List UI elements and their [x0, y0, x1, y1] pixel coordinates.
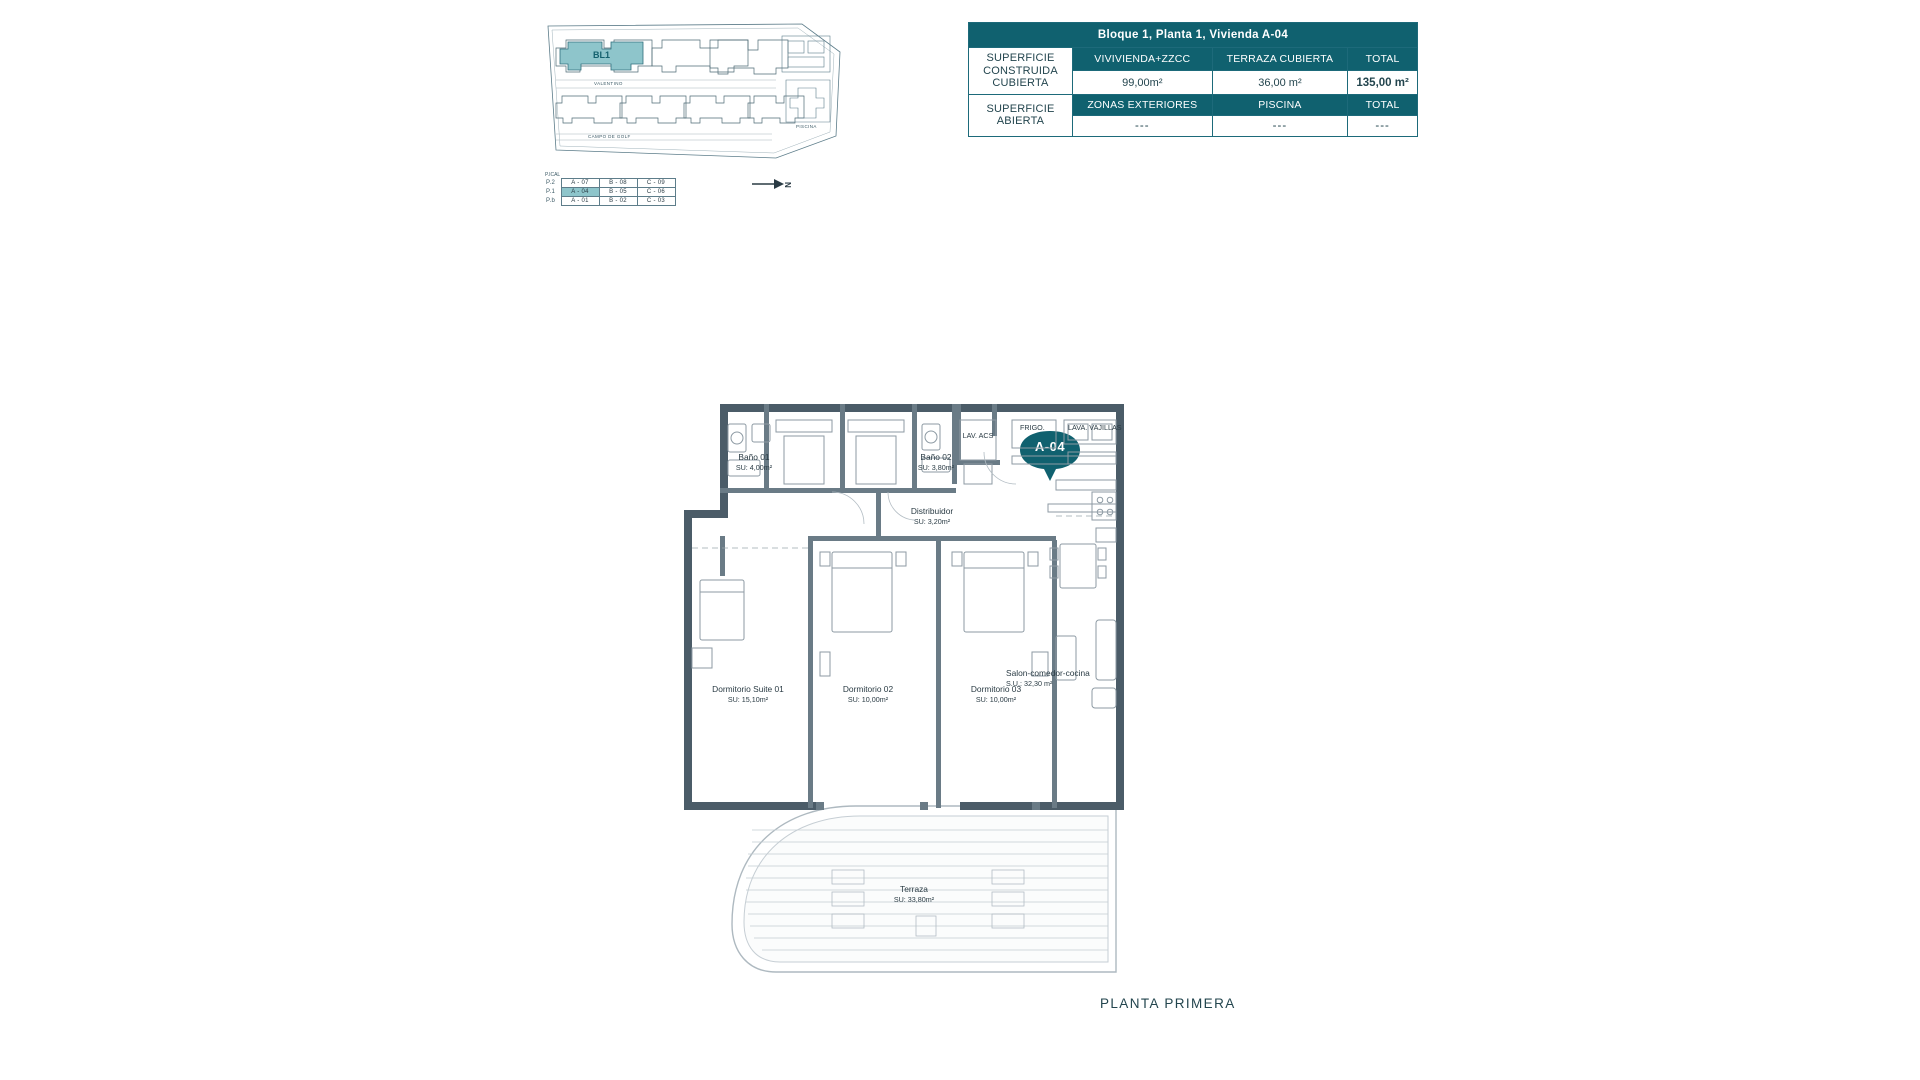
room-area-bed-01: SU: 15,10m² — [727, 695, 769, 704]
unit-cell[interactable]: B - 08 — [599, 179, 637, 188]
site-block-label: BL1 — [593, 50, 611, 60]
value-pool: --- — [1212, 115, 1348, 136]
room-label-bath-02: Baño 02 — [920, 452, 952, 462]
room-area-living: S.U.: 32,30 m² — [1006, 679, 1053, 688]
unit-cell[interactable]: B - 05 — [599, 188, 637, 197]
col-header-total: TOTAL — [1348, 48, 1418, 71]
unit-cell-selected[interactable]: A - 04 — [561, 188, 599, 197]
room-area-bath-01: SU: 4,00m² — [735, 463, 773, 472]
row-header-open: SUPERFICIE ABIERTA — [969, 94, 1073, 136]
unit-matrix-table — [545, 178, 676, 206]
table-row — [545, 197, 675, 206]
room-label-bath-01: Baño 01 — [738, 452, 770, 462]
unit-marker-label: A-04 — [1034, 439, 1066, 454]
room-label-bed-03: Dormitorio 03 — [970, 684, 1022, 694]
terrace-area — [732, 806, 1116, 972]
floor-plan-svg — [640, 420, 1280, 980]
room-label-hall: Distribuidor — [910, 506, 954, 516]
bathroom-02 — [918, 424, 955, 472]
floor-label: P.1 — [546, 189, 556, 195]
room-area-terrace: SU: 33,80m² — [893, 895, 935, 904]
col-header-dwelling: VIVIVIENDA+ZZCC — [1073, 48, 1213, 71]
value-dwelling: 99,00m² — [1073, 71, 1213, 94]
table-row — [969, 94, 1418, 115]
living-dining-kitchen — [1006, 420, 1122, 708]
table-row — [969, 48, 1418, 71]
area-summary-table — [968, 22, 1418, 137]
unit-cell[interactable]: A - 01 — [561, 197, 599, 206]
unit-matrix — [545, 172, 676, 206]
col-header-pool: PISCINA — [1212, 94, 1348, 115]
north-label: N — [783, 182, 792, 188]
value-total-constructed: 135,00 m² — [1348, 71, 1418, 94]
area-table-title: Bloque 1, Planta 1, Vivienda A-04 — [969, 23, 1418, 48]
floor-label: P.2 — [546, 180, 556, 186]
appliance-label-lav: LAV. ACS — [962, 431, 994, 440]
unit-cell[interactable]: A - 07 — [561, 179, 599, 188]
row-header-constructed: SUPERFICIE CONSTRUIDA CUBIERTA — [969, 48, 1073, 95]
room-area-hall: SU: 3,20m² — [913, 517, 951, 526]
unit-cell[interactable]: C - 09 — [637, 179, 675, 188]
room-area-bed-02: SU: 10,00m² — [847, 695, 889, 704]
utility-closet — [960, 420, 996, 484]
north-arrow — [750, 176, 796, 192]
area-summary-grid — [968, 22, 1418, 137]
unit-cell[interactable]: B - 02 — [599, 197, 637, 206]
table-row — [545, 179, 675, 188]
value-terrace: 36,00 m² — [1212, 71, 1348, 94]
unit-cell[interactable]: C - 06 — [637, 188, 675, 197]
room-label-living: Salon-comedor-cocina — [1006, 668, 1090, 678]
col-header-terrace: TERRAZA CUBIERTA — [1212, 48, 1348, 71]
room-label-terrace: Terraza — [900, 884, 928, 894]
room-label-bed-01: Dormitorio Suite 01 — [712, 684, 784, 694]
table-row — [545, 188, 675, 197]
col-header-total-open: TOTAL — [1348, 94, 1418, 115]
bedroom-02 — [820, 552, 906, 704]
room-area-bath-02: SU: 3,80m² — [917, 463, 955, 472]
floor-plan — [640, 420, 1280, 980]
col-header-exterior: ZONAS EXTERIORES — [1073, 94, 1213, 115]
value-exterior: --- — [1073, 115, 1213, 136]
table-row — [969, 23, 1418, 48]
appliance-label-dishwasher: LAVA. VAJILLAS — [1068, 423, 1122, 432]
site-corner-label: PISCINA — [796, 124, 817, 129]
room-label-bed-02: Dormitorio 02 — [842, 684, 894, 694]
unit-cell[interactable]: C - 03 — [637, 197, 675, 206]
floor-plan-caption: PLANTA PRIMERA — [1100, 996, 1236, 1011]
floor-label: P.b — [546, 198, 556, 204]
value-total-open: --- — [1348, 115, 1418, 136]
site-road-label: CAMPO DE GOLF — [588, 134, 631, 139]
site-street-label: VALENTINO — [594, 81, 623, 86]
appliance-label-fridge: FRIGO. — [1020, 423, 1045, 432]
room-area-bed-03: SU: 10,00m² — [975, 695, 1017, 704]
unit-matrix-caption: P.ICAL — [545, 172, 561, 178]
bedroom-suite-01 — [692, 580, 784, 704]
